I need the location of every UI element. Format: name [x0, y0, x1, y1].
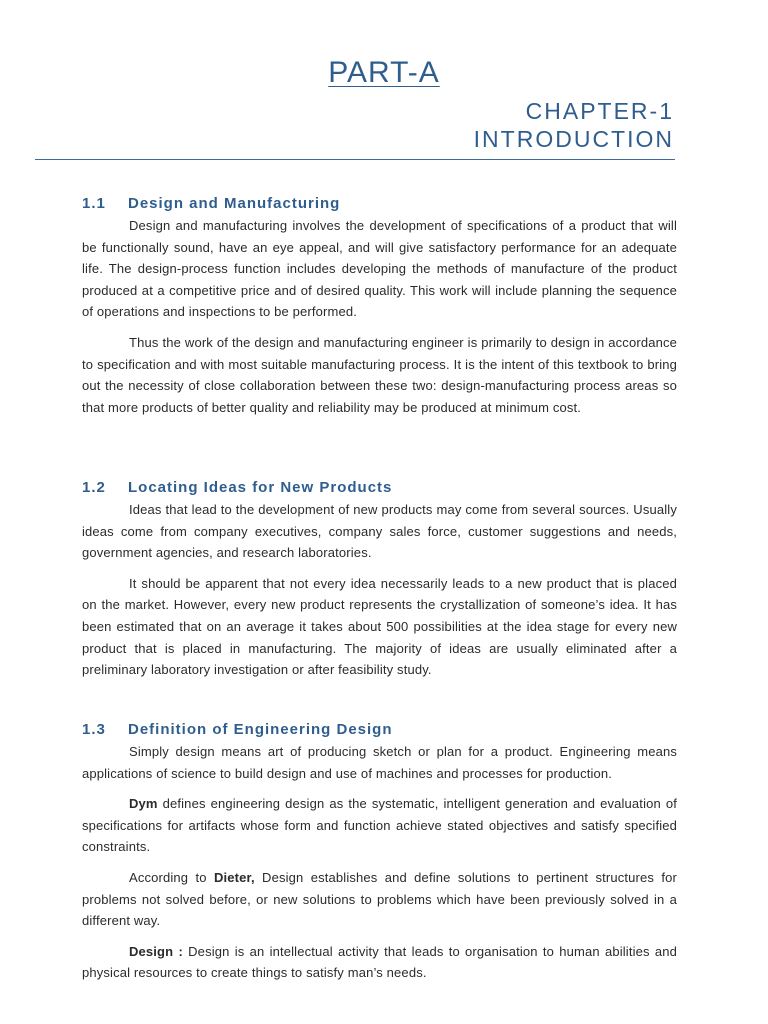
section-1-1: [82, 193, 677, 427]
paragraph: Thus the work of the design and manufacturing engineer is primarily to design in accordance to specification and with most suitable manufacturing process. It is the intent of this textbook to bring out the necessity of close collaboration between these two: design-manufacturing process areas so that more products of better quality and reliability may be produced at minimum cost.: [82, 334, 677, 415]
defined-term: Dieter,: [213, 869, 255, 885]
section-heading: [82, 477, 677, 499]
section-title: Definition of Engineering Design: [128, 721, 393, 738]
section-1-2: [82, 477, 677, 690]
section-number: 1.3: [82, 721, 106, 738]
paragraph: [82, 793, 677, 858]
section-number: 1.1: [82, 195, 106, 212]
part-title: [0, 56, 768, 90]
paragraph-lead: According to: [129, 869, 214, 885]
paragraph-body: Design is an intellectual activity that leads to organisation to human abilities and physical resources to create things to satisfy man’s needs.: [82, 943, 677, 981]
section-title: Locating Ideas for New Products: [128, 479, 393, 496]
section-heading: [82, 193, 677, 215]
section-title: Design and Manufacturing: [128, 195, 341, 212]
defined-term: Design :: [129, 943, 183, 959]
paragraph: Simply design means art of producing sketch or plan for a product. Engineering means applications of science to build design and use of machines and processes for production.: [82, 744, 677, 781]
chapter-title: INTRODUCTION: [473, 126, 674, 152]
paragraph: Ideas that lead to the development of new products may come from several sources. Usually ideas come from company executives, company sales force, customer suggestions and needs, government agencies, and research laboratories.: [82, 502, 677, 561]
section-number: 1.2: [82, 479, 106, 496]
paragraph-body: Design establishes and define solutions to pertinent structures for problems not solved before, or new solutions to problems which have been previously solved in a different way.: [82, 869, 677, 929]
paragraph: [82, 867, 677, 932]
paragraph: Design and manufacturing involves the development of specifications of a product that will be functionally sound, have an eye appeal, and will give satisfactory performance for an adequate life. The design-process function includes developing the methods of manufacture of the product produced at a competitive price and of desired quality. This work will include planning the sequence of operations and inspections to be performed.: [82, 218, 677, 320]
part-title-text: PART-A: [328, 56, 440, 89]
header-divider: [35, 159, 675, 160]
chapter-number: CHAPTER-1: [525, 98, 674, 124]
paragraph: It should be apparent that not every idea necessarily leads to a new product that is placed on the market. However, every new product represents the crystallization of someone’s idea. It has been estimated that on an average it takes about 500 possibilities at the idea stage for every new product that is placed in manufacturing. The majority of ideas are usually eliminated after a preliminary laboratory investigation or after feasibility study.: [82, 575, 677, 678]
section-heading: [82, 719, 677, 741]
paragraph: [82, 941, 677, 984]
section-1-3: [82, 719, 677, 993]
paragraph-body: defines engineering design as the systematic, intelligent generation and evaluation of specifications for artifacts whose form and function achieve stated objectives and satisfy specified constraints.: [82, 796, 677, 855]
defined-term: Dym: [129, 796, 158, 812]
